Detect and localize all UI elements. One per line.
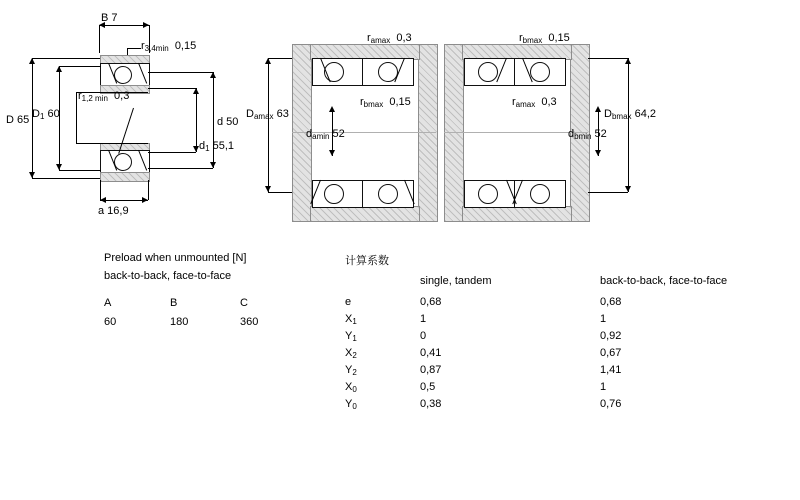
housing-bottom-hatch [310,206,420,222]
section-left-line [76,92,77,143]
label-damin: $d_{amin}$ 52 [306,128,345,141]
coefficient-row-symbol: $X_1$ [345,313,357,326]
coefficient-row-single-tandem: 0,87 [420,364,442,376]
coefficient-row-back-face: 0,67 [600,347,622,359]
d-dim-line [213,72,214,168]
a-ext-right [148,180,149,200]
label-r34min: $r_{3,4min}$ 0,15 [141,40,197,53]
coefficient-title: 计算系数 [345,255,389,267]
housing-right-hatch [418,44,438,222]
b-dim-line [99,25,149,26]
D-ext-top [32,58,100,59]
coefficient-row-back-face: 1 [600,381,607,393]
a-dim-line [100,200,148,201]
d-ext-top [148,72,213,73]
preload-value-a: 60 [104,316,117,328]
coefficient-row-single-tandem: 0,41 [420,347,442,359]
Damax-ext-top [268,58,292,59]
preload-value-c: 360 [240,316,259,328]
D1-ext-top [59,66,101,67]
Dbmax-dim-line [628,58,629,192]
preload-subtitle: back-to-back, face-to-face [104,270,232,282]
label-Damax: $D_{amax}$ 63 [246,108,289,121]
label-mid-rbmax: $r_{bmax}$ 0,15 [360,96,411,109]
coefficient-row-back-face: 1 [600,313,607,325]
preload-header-c: C [240,297,248,309]
label-r-rbmax: $r_{bmax}$ 0,15 [519,32,570,45]
outer-ring-lower [100,172,150,182]
label-D1: $D_1$ 60 [32,108,60,121]
d1-ext-bottom [148,152,196,153]
r-ball-ur [530,62,550,82]
b-ext-left [99,25,100,53]
label-b: B 7 [101,12,118,24]
label-Dbmax: $D_{bmax}$ 64,2 [604,108,656,121]
r-housing-left-hatch [444,44,464,222]
d1-dim-line [196,88,197,152]
coefficient-row-single-tandem: 0,5 [420,381,436,393]
label-mid-ramax: $r_{amax}$ 0,3 [367,32,412,45]
label-d1: $d_1$ 55,1 [199,140,235,153]
coefficient-row-symbol: $Y_2$ [345,364,357,377]
preload-header-b: B [170,297,178,309]
preload-value-b: 180 [170,316,189,328]
r-ball-lr [530,184,550,204]
coefficient-row-symbol: $X_0$ [345,381,357,394]
coefficient-col-header-back-face: back-to-back, face-to-face [600,275,728,287]
preload-title: Preload when unmounted [N] [104,252,247,264]
d1-ext-top [148,88,196,89]
label-dbmin: $d_{bmin}$ 52 [568,128,607,141]
r34-leader [127,48,141,49]
Dbmax-ext-top [588,58,628,59]
coefficient-col-header-single-tandem: single, tandem [420,275,492,287]
r-ball-ul [478,62,498,82]
coefficient-row-single-tandem: 0 [420,330,427,342]
label-a: a 16,9 [98,205,129,217]
D1-ext-bottom [59,170,101,171]
coefficient-row-back-face: 0,68 [600,296,622,308]
damin-arrow-down [329,150,335,156]
coefficient-row-single-tandem: 1 [420,313,427,325]
coefficient-row-symbol: $Y_0$ [345,398,357,411]
D-ext-bottom [32,178,100,179]
d-ext-bottom [148,168,213,169]
preload-header-a: A [104,297,112,309]
coefficient-row-symbol: $Y_1$ [345,330,357,343]
label-d: d 50 [217,116,239,128]
mid-ball-lr [378,184,398,204]
damin-arrow-up [329,106,335,112]
dbmin-arrow-down [595,150,601,156]
a-ext-left [100,180,101,200]
coefficient-row-symbol: e [345,296,352,308]
label-r12min: $r_{1,2 min}$ 0,3 [78,90,130,103]
section-bottom-line [76,143,148,144]
coefficient-row-back-face: 0,92 [600,330,622,342]
r-axis [444,132,588,133]
coefficient-row-symbol: $X_2$ [345,347,357,360]
coefficient-row-single-tandem: 0,38 [420,398,442,410]
Damax-ext-bottom [268,192,292,193]
label-r-ramax: $r_{amax}$ 0,3 [512,96,557,109]
r-ball-ll [478,184,498,204]
dbmin-arrow-up [595,106,601,112]
label-D: D 65 [6,114,30,126]
mid-ball-ll [324,184,344,204]
coefficient-row-back-face: 0,76 [600,398,622,410]
coefficient-row-back-face: 1,41 [600,364,622,376]
Damax-dim-line [268,58,269,192]
Dbmax-ext-bottom [588,192,628,193]
r-housing-bottom-hatch [462,206,572,222]
coefficient-row-single-tandem: 0,68 [420,296,442,308]
